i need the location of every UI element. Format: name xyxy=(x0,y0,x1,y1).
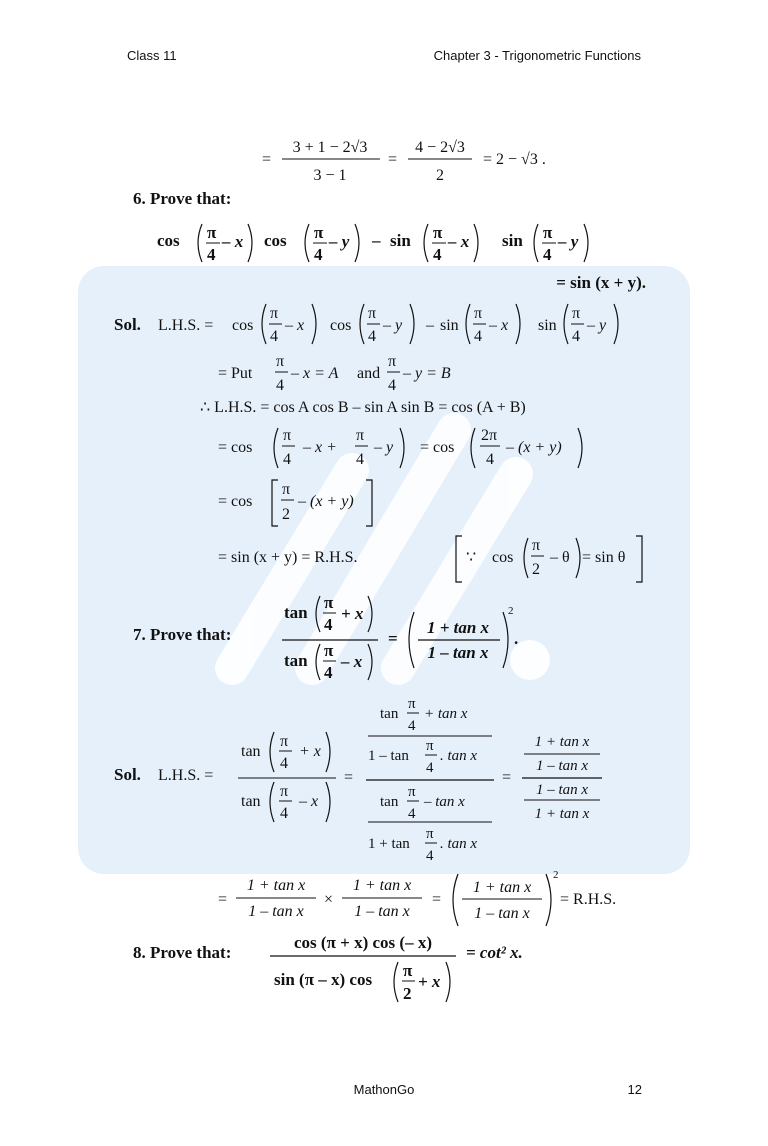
svg-text:1 – tan x: 1 – tan x xyxy=(535,782,589,798)
svg-text:2: 2 xyxy=(403,984,412,1003)
svg-text:– θ: – θ xyxy=(550,549,570,566)
svg-text:sin: sin xyxy=(538,317,557,334)
svg-text:1 + tan x: 1 + tan x xyxy=(246,877,306,894)
q6-expression xyxy=(157,223,588,264)
svg-text:– (x + y): – (x + y) xyxy=(298,493,354,510)
svg-text:= R.H.S.: = R.H.S. xyxy=(560,891,617,908)
svg-text:π: π xyxy=(324,593,334,612)
svg-text:π: π xyxy=(270,305,279,322)
svg-text:4: 4 xyxy=(270,328,278,345)
top-den2: 2 xyxy=(436,167,444,184)
svg-text:.: . xyxy=(514,629,519,648)
svg-text:4: 4 xyxy=(314,245,323,264)
svg-text:π: π xyxy=(474,305,483,322)
svg-text:π: π xyxy=(207,223,217,242)
svg-text:–: – xyxy=(426,317,434,334)
svg-text:π: π xyxy=(572,305,581,322)
svg-text:4: 4 xyxy=(474,328,482,345)
svg-text:1 – tan x: 1 – tan x xyxy=(535,758,589,774)
svg-text:2: 2 xyxy=(532,561,540,578)
sol7-eq2: = xyxy=(502,769,512,786)
svg-text:tan: tan xyxy=(380,794,399,810)
svg-text:π: π xyxy=(426,826,434,842)
svg-text:×: × xyxy=(324,891,334,908)
svg-text:cos: cos xyxy=(157,231,180,250)
svg-text:2: 2 xyxy=(282,506,290,523)
svg-text:4: 4 xyxy=(426,760,434,776)
svg-text:tan: tan xyxy=(284,651,308,670)
svg-text:– x: – x xyxy=(299,793,319,810)
q8-label: 8. Prove that: xyxy=(133,943,232,962)
svg-text:1 + tan x: 1 + tan x xyxy=(472,879,532,896)
svg-text:– x: – x xyxy=(489,317,509,334)
svg-text:sin (π – x) cos: sin (π – x) cos xyxy=(274,970,373,989)
svg-text:4: 4 xyxy=(283,451,291,468)
svg-text:π: π xyxy=(283,427,292,444)
svg-text:4: 4 xyxy=(368,328,376,345)
svg-text:– y = B: – y = B xyxy=(403,365,451,382)
svg-text:1 + tan x: 1 + tan x xyxy=(534,806,590,822)
svg-text:tan: tan xyxy=(241,793,261,810)
svg-text:π: π xyxy=(314,223,324,242)
svg-text:=: = xyxy=(218,891,228,908)
svg-text:cos: cos xyxy=(232,317,254,334)
sol7-label: Sol. xyxy=(114,765,141,784)
svg-text:– tan x: – tan x xyxy=(424,794,465,810)
svg-text:= cot² x.: = cot² x. xyxy=(466,943,523,962)
svg-text:π: π xyxy=(408,696,416,712)
svg-text:. tan x: . tan x xyxy=(440,748,478,764)
svg-text:– y: – y xyxy=(383,317,403,334)
q6-rhs: = sin (x + y). xyxy=(556,273,646,292)
svg-text:–: – xyxy=(372,231,381,250)
svg-text:2: 2 xyxy=(508,605,514,617)
top-eq1: = xyxy=(262,151,272,168)
svg-text:π: π xyxy=(408,784,416,800)
svg-text:1 – tan x: 1 – tan x xyxy=(354,903,410,920)
svg-text:– x +: – x + xyxy=(303,439,337,456)
svg-text:π: π xyxy=(276,353,285,370)
top-rest: = 2 − √3 . xyxy=(483,151,546,168)
svg-text:π: π xyxy=(403,961,413,980)
svg-text:= cos: = cos xyxy=(218,439,253,456)
svg-text:π: π xyxy=(368,305,377,322)
chapter-label: Chapter 3 - Trigonometric Functions xyxy=(433,48,641,63)
svg-text:cos: cos xyxy=(264,231,287,250)
q8-expression xyxy=(270,933,523,1003)
svg-text:cos (π + x) cos (– x): cos (π + x) cos (– x) xyxy=(294,933,432,952)
svg-text:– x: – x xyxy=(222,232,244,251)
svg-text:=: = xyxy=(388,629,398,648)
sol7-final-line xyxy=(218,869,616,926)
sol6-label: Sol. xyxy=(114,315,141,334)
sol7-lhs: L.H.S. = xyxy=(158,767,214,784)
svg-text:4: 4 xyxy=(356,451,364,468)
svg-text:4: 4 xyxy=(572,328,580,345)
sol6-line5: = sin (x + y) = R.H.S. xyxy=(218,549,358,566)
svg-text:– x: – x xyxy=(285,317,305,334)
svg-text:∵: ∵ xyxy=(466,549,477,566)
svg-text:4: 4 xyxy=(280,805,288,822)
svg-text:1 + tan x: 1 + tan x xyxy=(352,877,412,894)
footer-page-number: 12 xyxy=(627,1082,642,1097)
sol7-eq1: = xyxy=(344,769,354,786)
top-num1: 3 + 1 − 2√3 xyxy=(292,139,368,156)
svg-text:4: 4 xyxy=(433,245,442,264)
footer-brand: MathonGo xyxy=(353,1082,415,1097)
svg-text:+ x: + x xyxy=(341,604,364,623)
svg-text:π: π xyxy=(388,353,397,370)
svg-text:4: 4 xyxy=(408,806,416,822)
svg-text:π: π xyxy=(282,481,291,498)
svg-text:1 – tan x: 1 – tan x xyxy=(427,643,489,662)
top-den1: 3 − 1 xyxy=(313,167,347,184)
svg-text:1 – tan x: 1 – tan x xyxy=(474,905,530,922)
svg-text:– x = A: – x = A xyxy=(291,365,339,382)
svg-text:– (x + y): – (x + y) xyxy=(506,439,562,456)
svg-text:π: π xyxy=(356,427,365,444)
svg-text:4: 4 xyxy=(207,245,216,264)
svg-text:π: π xyxy=(324,641,334,660)
svg-text:4: 4 xyxy=(408,718,416,734)
svg-text:– y: – y xyxy=(558,232,579,251)
svg-text:tan: tan xyxy=(380,706,399,722)
svg-text:π: π xyxy=(543,223,553,242)
svg-text:4: 4 xyxy=(486,451,494,468)
svg-text:= sin θ: = sin θ xyxy=(582,549,626,566)
svg-text:– x: – x xyxy=(341,652,363,671)
svg-text:1 + tan x: 1 + tan x xyxy=(534,734,590,750)
svg-text:4: 4 xyxy=(276,377,284,394)
svg-text:+ x: + x xyxy=(418,972,441,991)
svg-text:. tan x: . tan x xyxy=(440,836,478,852)
svg-text:4: 4 xyxy=(324,663,333,682)
svg-text:cos: cos xyxy=(492,549,514,566)
svg-text:4: 4 xyxy=(324,615,333,634)
svg-text:1 + tan: 1 + tan xyxy=(368,836,410,852)
svg-text:– y: – y xyxy=(587,317,607,334)
svg-text:= cos: = cos xyxy=(420,439,455,456)
top-eq2: = xyxy=(388,151,398,168)
svg-text:– y: – y xyxy=(374,439,394,456)
svg-text:π: π xyxy=(532,537,541,554)
svg-text:= cos: = cos xyxy=(218,493,253,510)
svg-text:sin: sin xyxy=(390,231,411,250)
svg-text:+ x: + x xyxy=(299,743,321,760)
svg-text:1 – tan x: 1 – tan x xyxy=(248,903,304,920)
svg-text:+ tan x: + tan x xyxy=(424,706,468,722)
svg-text:= Put: = Put xyxy=(218,365,253,382)
svg-text:π: π xyxy=(280,783,289,800)
q7-label: 7. Prove that: xyxy=(133,625,232,644)
svg-text:– y: – y xyxy=(329,232,350,251)
sol6-therefore-line: ∴ L.H.S. = cos A cos B – sin A sin B = cos (A + B) xyxy=(200,399,526,416)
svg-text:π: π xyxy=(280,733,289,750)
svg-text:– x: – x xyxy=(448,232,470,251)
svg-text:4: 4 xyxy=(280,755,288,772)
svg-text:=: = xyxy=(432,891,442,908)
svg-text:4: 4 xyxy=(426,848,434,864)
svg-text:4: 4 xyxy=(388,377,396,394)
q6-label: 6. Prove that: xyxy=(133,189,232,208)
sol6-lhs: L.H.S. = xyxy=(158,317,214,334)
svg-text:2π: 2π xyxy=(481,427,498,444)
svg-text:tan: tan xyxy=(284,603,308,622)
svg-text:and: and xyxy=(357,365,381,382)
class-label: Class 11 xyxy=(127,48,177,63)
svg-text:2: 2 xyxy=(553,869,559,881)
svg-text:1 – tan: 1 – tan xyxy=(368,748,409,764)
svg-text:sin: sin xyxy=(440,317,459,334)
svg-text:π: π xyxy=(426,738,434,754)
svg-text:sin: sin xyxy=(502,231,523,250)
svg-text:4: 4 xyxy=(543,245,552,264)
svg-text:cos: cos xyxy=(330,317,352,334)
svg-text:π: π xyxy=(433,223,443,242)
svg-text:1 + tan x: 1 + tan x xyxy=(426,618,490,637)
svg-text:tan: tan xyxy=(241,743,261,760)
top-num2: 4 − 2√3 xyxy=(415,139,465,156)
